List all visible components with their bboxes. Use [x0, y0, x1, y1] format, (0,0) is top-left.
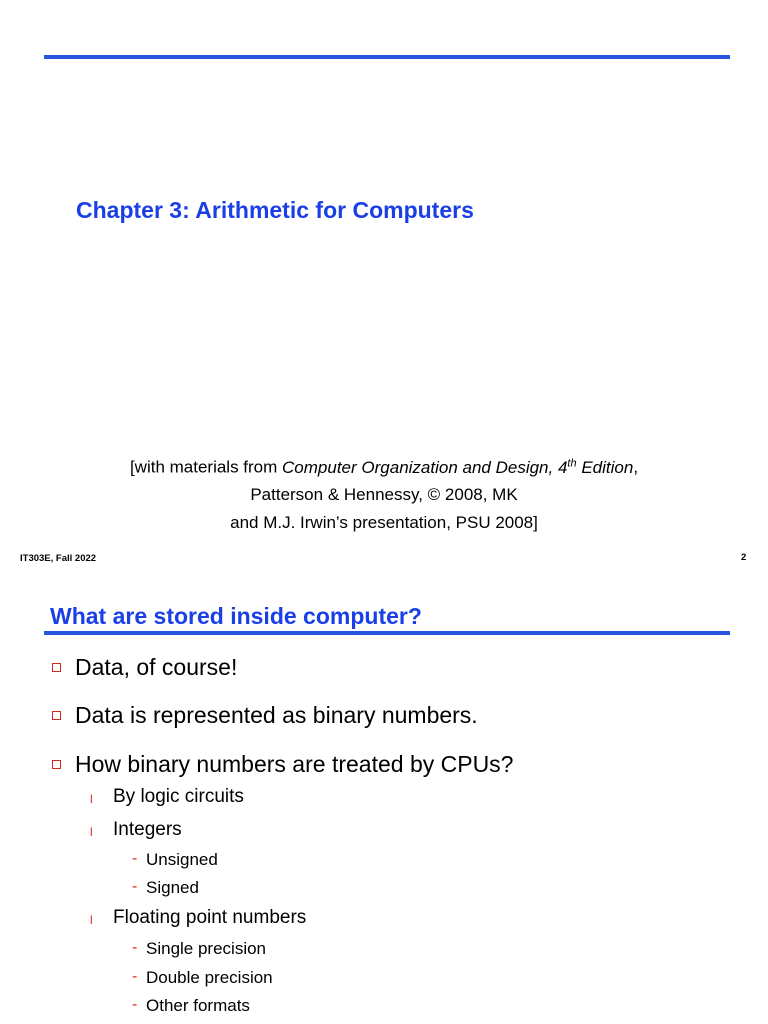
- sub-bullet-logic-circuits: By logic circuits: [113, 786, 244, 807]
- book-title: Computer Organization and Design, 4th Edition: [282, 457, 634, 477]
- bullet-square-icon: [52, 760, 61, 769]
- sub-bullet-integers: Integers: [113, 819, 182, 840]
- bullet-3: How binary numbers are treated by CPUs?: [75, 751, 514, 777]
- sub-bullet-marker: l: [90, 913, 93, 927]
- dash-marker: -: [132, 968, 138, 985]
- item-double-precision: Double precision: [146, 968, 273, 987]
- dash-marker: -: [132, 939, 138, 956]
- title-rule: [44, 631, 730, 635]
- edition-superscript: th: [567, 457, 577, 469]
- sub-bullet-floating-point: Floating point numbers: [113, 907, 307, 928]
- footer-course: IT303E, Fall 2022: [20, 553, 97, 564]
- attribution-line-3: and M.J. Irwin’s presentation, PSU 2008]: [230, 513, 538, 532]
- slide-title: What are stored inside computer?: [50, 603, 422, 629]
- item-single-precision: Single precision: [146, 939, 267, 958]
- attribution-line-1: [with materials from Computer Organization and Design, 4th Edition,: [129, 457, 639, 477]
- top-rule: [44, 55, 730, 59]
- item-signed: Signed: [146, 878, 199, 897]
- attribution-prefix: [with materials from: [129, 457, 283, 477]
- item-other-formats: Other formats: [146, 996, 250, 1015]
- chapter-title: Chapter 3: Arithmetic for Computers: [76, 197, 474, 223]
- bullet-square-icon: [52, 711, 61, 720]
- bullet-square-icon: [52, 663, 61, 672]
- dash-marker: -: [132, 850, 138, 867]
- page-number: 2: [741, 552, 747, 563]
- attribution-line-2: Patterson & Hennessy, © 2008, MK: [250, 485, 518, 504]
- sub-bullet-marker: l: [90, 825, 93, 839]
- dash-marker: -: [132, 996, 138, 1013]
- item-unsigned: Unsigned: [146, 850, 218, 869]
- sub-bullet-marker: l: [90, 792, 93, 806]
- bullet-2: Data is represented as binary numbers.: [75, 702, 478, 728]
- dash-marker: -: [132, 878, 138, 895]
- bullet-1: Data, of course!: [75, 654, 238, 680]
